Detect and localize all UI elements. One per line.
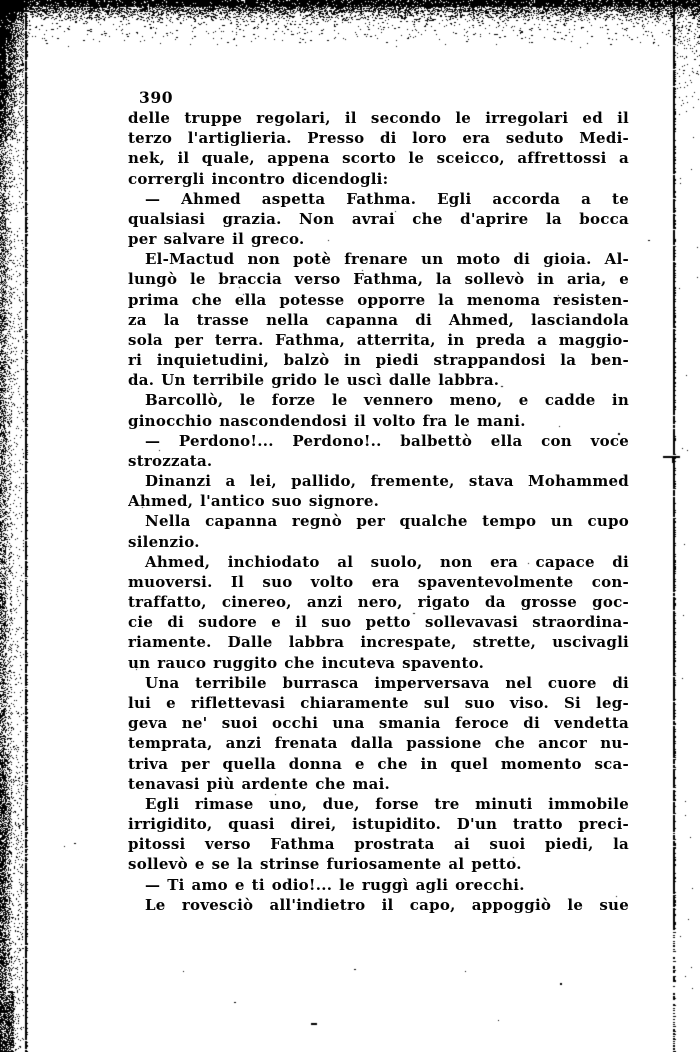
text-line: Ahmed, l'antico suo signore. bbox=[128, 492, 380, 511]
text-line: silenzio. bbox=[128, 532, 200, 551]
text-line: delle truppe regolari, il secondo le irregolari ed il bbox=[128, 109, 629, 127]
text-line: da. Un terribile grido le uscì dalle labbra. bbox=[128, 371, 500, 390]
text-line: lui e riflettevasi chiaramente sul suo viso. Si leg- bbox=[128, 693, 629, 712]
text-line: Una terribile burrasca imperversava nel cuore di bbox=[145, 673, 629, 692]
text-line: per salvare il greco. bbox=[128, 230, 305, 249]
text-line: muoversi. Il suo volto era spaventevolmente con- bbox=[128, 572, 629, 591]
text-line: ri inquietudini, balzò in piedi strappandosi la ben- bbox=[128, 351, 629, 370]
text-line: Barcollò, le forze le vennero meno, e cadde in bbox=[145, 391, 629, 410]
text-line: prima che ella potesse opporre la menoma resisten- bbox=[128, 290, 629, 309]
text-line: sollevò e se la strinse furiosamente al petto. bbox=[128, 855, 522, 874]
text-line: un rauco ruggito che incuteva spavento. bbox=[128, 653, 485, 672]
text-line: Ahmed, inchiodato al suolo, non era capace di bbox=[145, 552, 629, 571]
text-line: cie di sudore e il suo petto sollevavasi straordina- bbox=[128, 613, 629, 632]
text-line: traffatto, cinereo, anzi nero, rigato da grosse goc- bbox=[128, 593, 629, 612]
text-line: Nella capanna regnò per qualche tempo un cupo bbox=[145, 512, 629, 531]
text-line: corrergli incontro dicendogli: bbox=[128, 169, 389, 188]
text-line: ginocchio nascondendosi il volto fra le mani. bbox=[128, 411, 526, 430]
body-text bbox=[128, 108, 629, 915]
text-line: triva per quella donna e che in quel momento sca- bbox=[128, 754, 629, 773]
text-line: Egli rimase uno, due, forse tre minuti immobile bbox=[145, 794, 629, 813]
page-number: 390 bbox=[139, 88, 174, 107]
text-line: irrigidito, quasi direi, istupidito. D'un tratto preci- bbox=[128, 815, 629, 834]
text-line: qualsiasi grazia. Non avrai che d'aprire la bocca bbox=[128, 209, 629, 228]
text-line: El-Mactud non potè frenare un moto di gioia. Al- bbox=[145, 250, 629, 269]
text-line: Dinanzi a lei, pallido, fremente, stava Mohammed bbox=[145, 472, 629, 491]
text-line: geva ne' suoi occhi una smania feroce di vendetta bbox=[128, 714, 629, 733]
text-line: nek, il quale, appena scorto le sceicco, affrettossi a bbox=[128, 149, 629, 168]
text-line: lungò le braccia verso Fathma, la sollevò in aria, e bbox=[128, 270, 629, 289]
text-line: pitossi verso Fathma prostrata ai suoi piedi, la bbox=[128, 835, 629, 854]
text-line: sola per terra. Fathma, atterrita, in preda a maggio- bbox=[128, 330, 629, 349]
text-line: — Ti amo e ti odio!... le ruggì agli orecchi. bbox=[145, 875, 525, 894]
text-line: terzo l'artiglieria. Presso di loro era seduto Medi- bbox=[128, 129, 629, 148]
text-line: tenavasi più ardente che mai. bbox=[128, 774, 391, 793]
text-line: Le rovesciò all'indietro il capo, appoggiò le sue bbox=[145, 895, 629, 914]
text-line: za la trasse nella capanna di Ahmed, lasciandola bbox=[128, 310, 629, 329]
text-line: temprata, anzi frenata dalla passione che ancor nu- bbox=[128, 734, 629, 753]
text-line: riamente. Dalle labbra increspate, strette, uscivagli bbox=[128, 633, 629, 652]
text-line: strozzata. bbox=[128, 451, 213, 470]
text-line: — Perdono!... Perdono!.. balbettò ella con voce bbox=[145, 431, 629, 450]
text-line: — Ahmed aspetta Fathma. Egli accorda a te bbox=[145, 189, 629, 208]
